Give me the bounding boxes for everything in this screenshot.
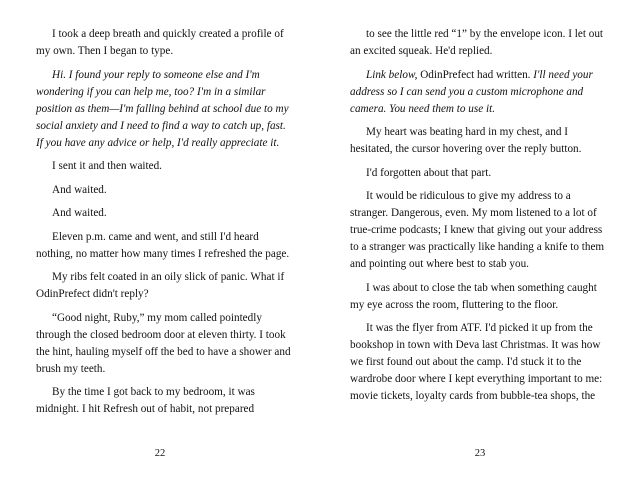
page-left-text xyxy=(36,26,294,418)
paragraph: “Good night, Ruby,” my mom called pointedly through the closed bedroom door at eleven thirty. I took the hint, hauling myself off the bed to have a shower and brush my teeth. xyxy=(36,311,291,375)
paragraph: My heart was beating hard in my chest, and I hesitated, the cursor hovering over the reply button. xyxy=(350,126,582,156)
paragraph-message-quote: Hi. I found your reply to someone else and I'm wondering if you can help me, too? I'm in a similar position as them—I'm falling behind at school due to my social anxiety and I need to find a way to catch up, fast. If you have any advice or help, I'd really appreciate it. xyxy=(36,68,289,149)
paragraph: And waited. xyxy=(52,183,107,196)
paragraph-message-quote xyxy=(350,67,610,118)
page-right-text xyxy=(350,26,610,405)
page-number-left: 22 xyxy=(154,448,166,459)
paragraph: I took a deep breath and quickly created a profile of my own. Then I began to type. xyxy=(36,28,284,58)
paragraph-run-italic: Link below, xyxy=(366,68,418,81)
paragraph: to see the little red “1” by the envelope icon. I let out an excited squeak. He'd replied. xyxy=(350,28,604,58)
paragraph: And waited. xyxy=(52,207,107,220)
paragraph: It was the flyer from ATF. I'd picked it up from the bookshop in town with Deva last Christmas. It was how we first found out about the camp. I'd stuck it to the wardrobe door where I kept everything important to me: movie tickets, loyalty cards from bubble-tea shops, the xyxy=(350,322,603,403)
paragraph: I'd forgotten about that part. xyxy=(366,166,492,179)
paragraph-run-roman: OdinPrefect had written. xyxy=(417,68,534,81)
page-number-right: 23 xyxy=(474,448,486,459)
paragraph: Eleven p.m. came and went, and still I'd heard nothing, no matter how many times I refreshed the page. xyxy=(36,230,290,260)
paragraph: I was about to close the tab when something caught my eye across the room, fluttering to the floor. xyxy=(350,281,597,311)
paragraph: By the time I got back to my bedroom, it was midnight. I hit Refresh out of habit, not prepared xyxy=(36,386,255,416)
paragraph: I sent it and then waited. xyxy=(52,160,162,173)
paragraph: My ribs felt coated in an oily slick of panic. What if OdinPrefect didn't reply? xyxy=(36,271,285,301)
paragraph-run-italic: I'll need your address so I can send you a custom microphone and camera. You need them to use it. xyxy=(350,68,593,115)
paragraph: It would be ridiculous to give my address to a stranger. Dangerous, even. My mom listened to a lot of true-crime podcasts; I knew that giving out your address to a stranger was practically like handing a knife to them and pointing out where best to stab you. xyxy=(350,190,605,271)
page-right xyxy=(320,0,640,483)
